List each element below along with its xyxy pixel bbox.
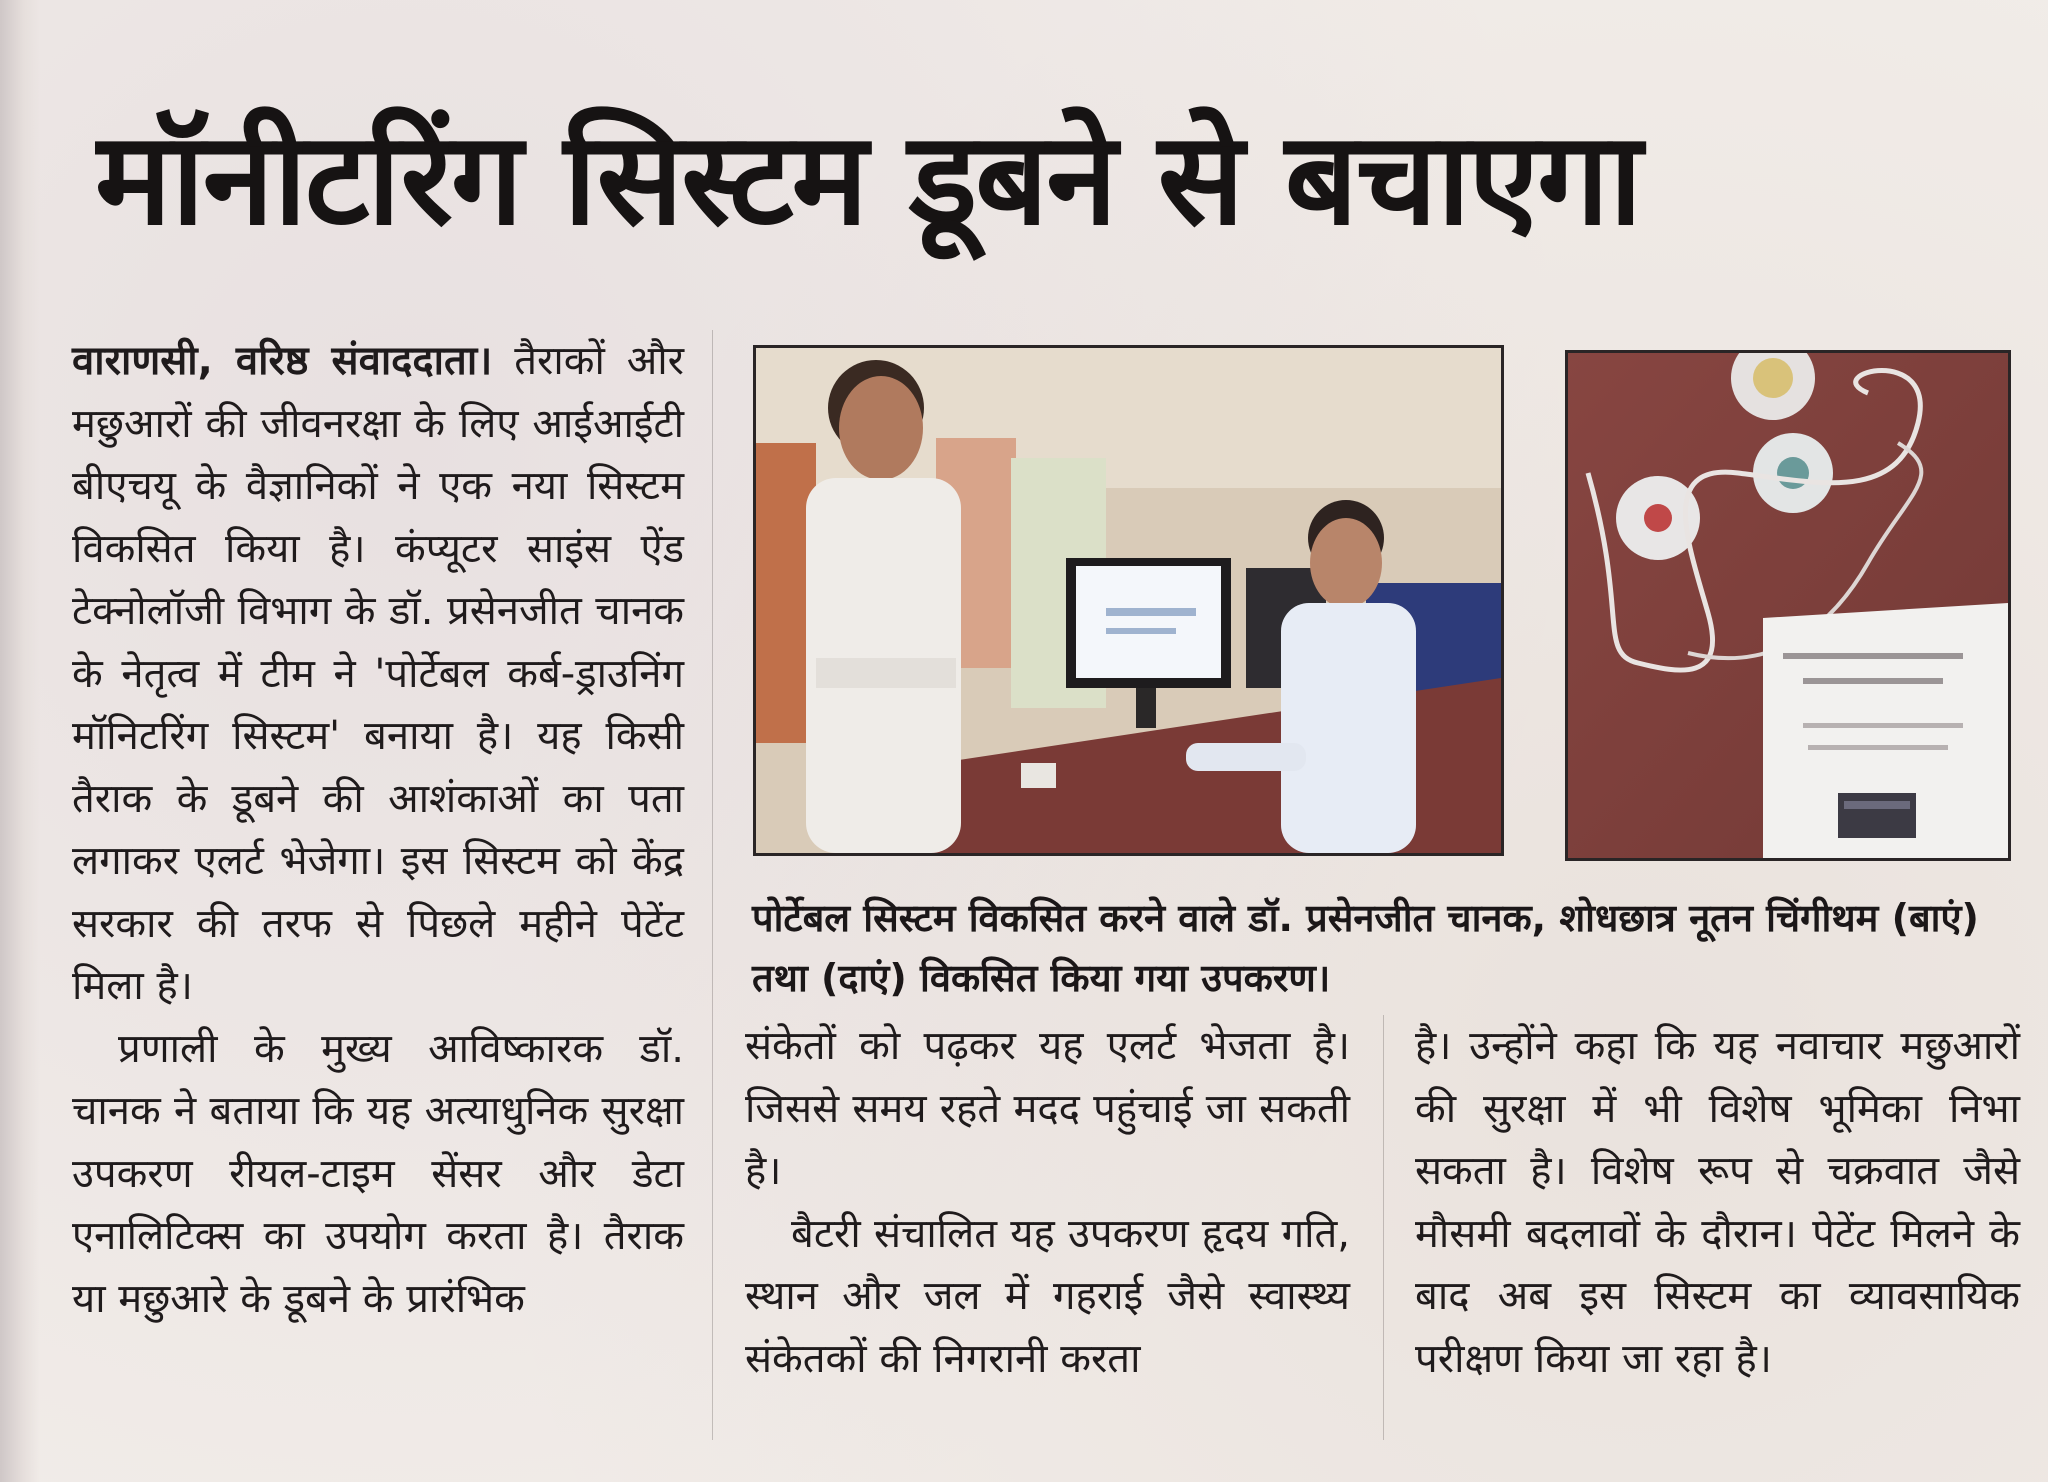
article-column-2 <box>745 1015 1350 1390</box>
dateline: वाराणसी, वरिष्ठ संवाददाता। <box>72 338 493 384</box>
photo-researchers <box>753 345 1504 856</box>
photo-device <box>1565 350 2011 861</box>
column-1-paragraph-2: प्रणाली के मुख्य आविष्कारक डॉ. चानक ने बताया कि यह अत्याधुनिक सुरक्षा उपकरण रीयल-टाइम सेंसर और डेटा एनालिटिक्स का उपयोग करता है। तैराक या मछुआरे के डूबने के प्रारंभिक <box>72 1025 684 1322</box>
article-column-3 <box>1415 1015 2020 1390</box>
column-divider <box>712 330 713 1440</box>
headline: मॉनीटरिंग सिस्टम डूबने से बचाएगा <box>95 105 1641 254</box>
column-2-paragraph-1: संकेतों को पढ़कर यह एलर्ट भेजता है। जिससे समय रहते मदद पहुंचाई जा सकती है। <box>745 1023 1350 1194</box>
article-column-1 <box>72 330 684 1330</box>
column-1-paragraph-1 <box>72 330 684 1018</box>
column-1-text-1: तैराकों और मछुआरों की जीवनरक्षा के लिए आईआईटी बीएचयू के वैज्ञानिकों ने एक नया सिस्टम विकसित किया है। कंप्यूटर साइंस ऐंड टेक्नोलॉजी विभाग के डॉ. प्रसेनजीत चानक के नेतृत्व में टीम ने 'पोर्टेबल कर्ब-ड्राउनिंग मॉनिटरिंग सिस्टम' बनाया है। यह किसी तैराक के डूबने की आशंकाओं का पता लगाकर एलर्ट भेजेगा। इस सिस्टम को केंद्र सरकार की तरफ से पिछले महीने पेटेंट मिला है। <box>72 338 684 1009</box>
page-edge-shadow <box>0 0 40 1482</box>
column-3-paragraph-1: है। उन्होंने कहा कि यह नवाचार मछुआरों की सुरक्षा में भी विशेष भूमिका निभा सकता है। विशेष रूप से चक्रवात जैसे मौसमी बदलावों के दौरान। पेटेंट मिलने के बाद अब इस सिस्टम का व्यावसायिक परीक्षण किया जा रहा है। <box>1415 1023 2020 1382</box>
column-2-paragraph-2: बैटरी संचालित यह उपकरण हृदय गति, स्थान और जल में गहराई जैसे स्वास्थ्य संकेतकों की निगरानी करता <box>745 1210 1350 1382</box>
photo-researchers-illustration <box>756 348 1501 853</box>
photo-device-illustration <box>1568 353 2008 858</box>
column-divider <box>1383 1015 1384 1440</box>
photo-caption: पोर्टेबल सिस्टम विकसित करने वाले डॉ. प्रसेनजीत चानक, शोधछात्र नूतन चिंगीथम (बाएं) तथा (दाएं) विकसित किया गया उपकरण। <box>752 896 1979 1000</box>
